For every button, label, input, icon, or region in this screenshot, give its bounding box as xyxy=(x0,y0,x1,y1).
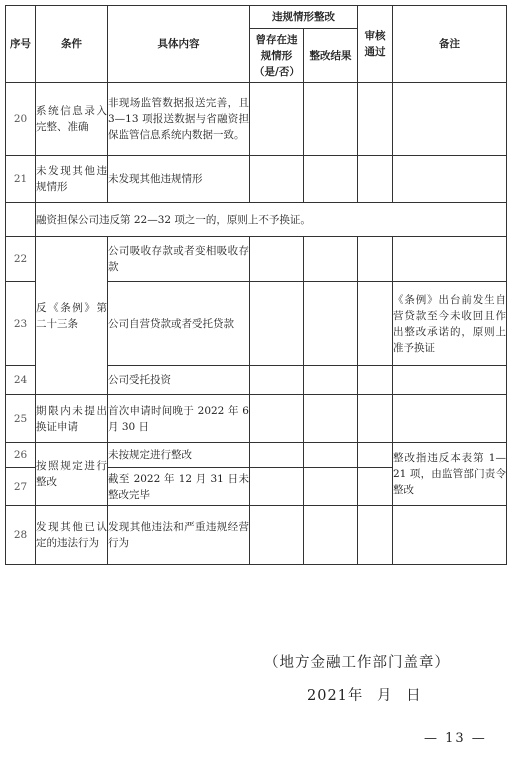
table-row xyxy=(6,443,507,468)
row-content: 公司自营贷款或者受托贷款 xyxy=(108,282,250,366)
page-number: — 13 — xyxy=(424,731,487,746)
result-cell[interactable] xyxy=(304,237,358,282)
row-content: 截至 2022 年 12 月 31 日未整改完毕 xyxy=(108,468,250,506)
table-row xyxy=(6,395,507,443)
row-content: 未发现其他违规情形 xyxy=(108,156,250,203)
result-cell[interactable] xyxy=(304,156,358,203)
result-cell[interactable] xyxy=(304,395,358,443)
row-number: 22 xyxy=(6,237,36,282)
table-row xyxy=(6,506,507,565)
result-cell[interactable] xyxy=(304,282,358,366)
existed-cell[interactable] xyxy=(250,83,304,156)
result-cell[interactable] xyxy=(304,506,358,565)
existed-cell[interactable] xyxy=(250,366,304,395)
row-number: 24 xyxy=(6,366,36,395)
header-result: 整改结果 xyxy=(304,29,358,83)
merged-note-blank xyxy=(6,203,36,237)
existed-cell[interactable] xyxy=(250,282,304,366)
header-content: 具体内容 xyxy=(108,6,250,83)
table-row xyxy=(6,237,507,282)
header-review: 审核通过 xyxy=(358,6,393,83)
row-content: 未按规定进行整改 xyxy=(108,443,250,468)
row-number: 20 xyxy=(6,83,36,156)
review-cell[interactable] xyxy=(358,443,393,468)
result-cell[interactable] xyxy=(304,366,358,395)
review-cell[interactable] xyxy=(358,468,393,506)
result-cell[interactable] xyxy=(304,443,358,468)
group-condition-article23: 反《条例》第二十三条 xyxy=(36,237,108,395)
result-cell[interactable] xyxy=(304,468,358,506)
remark-cell[interactable] xyxy=(393,366,507,395)
review-cell[interactable] xyxy=(358,395,393,443)
remark-cell[interactable] xyxy=(393,156,507,203)
existed-cell[interactable] xyxy=(250,506,304,565)
review-cell[interactable] xyxy=(358,83,393,156)
row-content: 发现其他违法和严重违规经营行为 xyxy=(108,506,250,565)
result-cell[interactable] xyxy=(304,83,358,156)
remark-cell[interactable] xyxy=(393,83,507,156)
header-condition: 条件 xyxy=(36,6,108,83)
row-number: 23 xyxy=(6,282,36,366)
merged-note: 融资担保公司违反第 22—32 项之一的，原则上不予换证。 xyxy=(36,203,507,237)
date-line: 2021年 月 日 xyxy=(307,688,422,704)
row-number: 27 xyxy=(6,468,36,506)
table-row xyxy=(6,156,507,203)
row-condition: 发现其他已认定的违法行为 xyxy=(36,506,108,565)
existed-cell[interactable] xyxy=(250,237,304,282)
remark-rectify: 整改指违反本表第 1—21 项，由监管部门责令整改 xyxy=(393,443,507,506)
row-condition: 期限内未提出换证申请 xyxy=(36,395,108,443)
inspection-table xyxy=(5,5,507,565)
row-content: 非现场监管数据报送完善，且 3—13 项报送数据与省融资担保监管信息系统内数据一致。 xyxy=(108,83,250,156)
remark-cell[interactable] xyxy=(393,237,507,282)
review-cell[interactable] xyxy=(358,282,393,366)
remark-cell[interactable] xyxy=(393,506,507,565)
existed-cell[interactable] xyxy=(250,468,304,506)
row-number: 25 xyxy=(6,395,36,443)
group-condition-rectify: 按照规定进行整改 xyxy=(36,443,108,506)
merged-note-row xyxy=(6,203,507,237)
table-row xyxy=(6,83,507,156)
row-condition: 系统信息录入完整、准确 xyxy=(36,83,108,156)
header-rectify-group: 违规情形整改 xyxy=(250,6,358,29)
header-remark: 备注 xyxy=(393,6,507,83)
review-cell[interactable] xyxy=(358,237,393,282)
existed-cell[interactable] xyxy=(250,443,304,468)
review-cell[interactable] xyxy=(358,506,393,565)
row-number: 21 xyxy=(6,156,36,203)
existed-cell[interactable] xyxy=(250,395,304,443)
review-cell[interactable] xyxy=(358,366,393,395)
row-number: 28 xyxy=(6,506,36,565)
row-content: 公司受托投资 xyxy=(108,366,250,395)
remark-cell[interactable] xyxy=(393,395,507,443)
remark-article23: 《条例》出台前发生自营贷款至今未收回且作出整改承诺的，原则上准予换证 xyxy=(393,282,507,366)
existed-cell[interactable] xyxy=(250,156,304,203)
row-content: 首次申请时间晚于 2022 年 6 月 30 日 xyxy=(108,395,250,443)
review-cell[interactable] xyxy=(358,156,393,203)
row-number: 26 xyxy=(6,443,36,468)
header-existed: 曾存在违规情形（是/否） xyxy=(250,29,304,83)
row-content: 公司吸收存款或者变相吸收存款 xyxy=(108,237,250,282)
header-seq: 序号 xyxy=(6,6,36,83)
header-row-1 xyxy=(6,6,507,29)
row-condition: 未发现其他违规情形 xyxy=(36,156,108,203)
stamp-note: （地方金融工作部门盖章） xyxy=(264,655,450,671)
